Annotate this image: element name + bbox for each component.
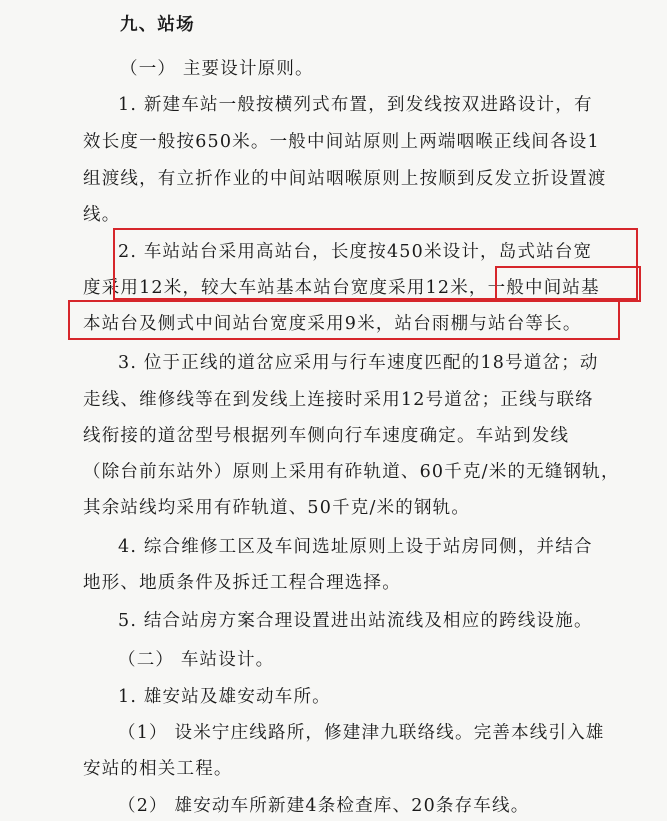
item-xiongan-station: 1. 雄安站及雄安动车所。 xyxy=(118,687,331,707)
item-1-line-2: 安站的相关工程。 xyxy=(83,759,233,779)
paragraph-4-line-1: 4. 综合维修工区及车间选址原则上设于站房同侧，并结合 xyxy=(118,537,593,557)
paragraph-3-line-1: 3. 位于正线的道岔应采用与行车速度匹配的18号道岔；动 xyxy=(118,353,599,373)
subsection-heading-station-design: （二） 车站设计。 xyxy=(118,650,275,670)
paragraph-3-line-2: 走线、维修线等在到发线上连接时采用12号道岔；正线与联络 xyxy=(83,390,594,410)
paragraph-5: 5. 结合站房方案合理设置进出站流线及相应的跨线设施。 xyxy=(118,611,593,631)
paragraph-1-line-1: 1. 新建车站一般按横列式布置，到发线按双进路设计，有 xyxy=(118,95,593,115)
paragraph-3-line-5: 其余站线均采用有砟轨道、50千克/米的钢轨。 xyxy=(83,498,471,518)
section-heading: 九、站场 xyxy=(120,15,195,35)
paragraph-2-line-1: 2. 车站站台采用高站台，长度按450米设计，岛式站台宽 xyxy=(118,242,593,262)
subsection-heading-principles: （一） 主要设计原则。 xyxy=(120,59,314,79)
paragraph-1-line-3: 组渡线，有立折作业的中间站咽喉原则上按顺到反发立折设置渡 xyxy=(83,169,607,189)
paragraph-1-line-4: 线。 xyxy=(83,205,121,225)
item-2: （2） 雄安动车所新建4条检查库、20条存车线。 xyxy=(118,796,530,816)
paragraph-3-line-3: 线衔接的道岔型号根据列车侧向行车速度确定。车站到发线 xyxy=(83,426,570,446)
paragraph-3-line-4: （除台前东站外）原则上采用有砟轨道、60千克/米的无缝钢轨， xyxy=(83,462,620,482)
paragraph-1-line-2: 效长度一般按650米。一般中间站原则上两端咽喉正线间各设1 xyxy=(83,132,600,152)
paragraph-2-line-3: 本站台及侧式中间站台宽度采用9米，站台雨棚与站台等长。 xyxy=(83,314,582,334)
paragraph-4-line-2: 地形、地质条件及拆迁工程合理选择。 xyxy=(83,573,401,593)
item-1-line-1: （1） 设米宁庄线路所，修建津九联络线。完善本线引入雄 xyxy=(118,723,605,743)
paragraph-2-line-2: 度采用12米，较大车站基本站台宽度采用12米，一般中间站基 xyxy=(83,278,600,298)
